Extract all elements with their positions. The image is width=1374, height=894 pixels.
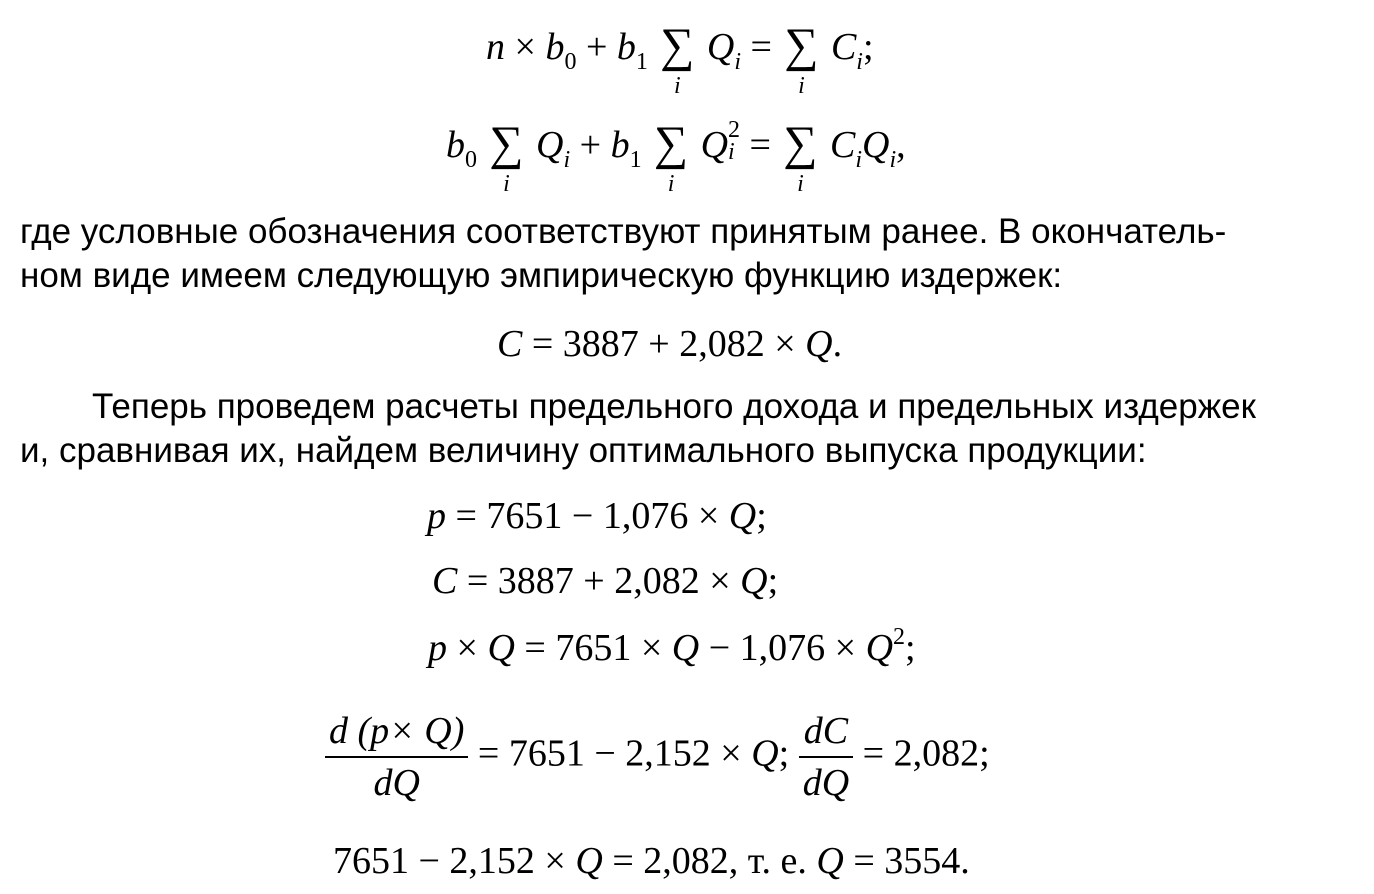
fraction-bar bbox=[325, 756, 468, 758]
sum-symbol: ∑ i bbox=[784, 19, 819, 99]
fraction-bar bbox=[799, 756, 853, 758]
cost-function-equation: C = 3887 + 2,082 × Q. bbox=[497, 323, 843, 365]
cost-equation: C = 3887 + 2,082 × Q; bbox=[432, 560, 779, 602]
sum-symbol: ∑ i bbox=[783, 117, 818, 197]
price-equation: p = 7651 − 1,076 × Q; bbox=[427, 495, 767, 537]
optimal-output-equation: 7651 − 2,152 × Q = 2,082, т. е. Q = 3554. bbox=[333, 840, 970, 882]
sum-symbol: ∑ i bbox=[660, 19, 695, 99]
equation-normal-1: $n \times b_0 + b_1$ ∑ i $Q_i$ = ∑ i $C_i$; bbox=[486, 19, 874, 99]
marginal-cost-fraction: $\frac{dC}{dQ}$ bbox=[799, 712, 853, 802]
equation-normal-2: $b_0$ ∑ i $Q_i + b_1$ ∑ i Q 2 i = ∑ i $C_iQ_i$, bbox=[446, 117, 906, 197]
paragraph-marginal-analysis: Теперь проведем расчеты предельного дохода и предельных издержек и, сравнивая их, найдем величину оптимального выпуска продукции: bbox=[20, 387, 1256, 470]
sum-symbol: ∑ i bbox=[653, 117, 689, 197]
marginal-revenue-fraction: $\frac{d (p\times Q)}{dQ}$ bbox=[325, 712, 468, 802]
paragraph-after-system: где условные обозначения соответствуют принятым ранее. В окончатель- ном виде имеем следующую эмпирическую функцию издержек: bbox=[20, 212, 1227, 295]
sum-symbol: ∑ i bbox=[489, 117, 524, 197]
revenue-equation: $p \times Q = 7651 \times Q - 1,076 \times Q^2$; bbox=[428, 624, 916, 669]
derivatives-equation: $\frac{d (p\times Q)}{dQ}$ = 7651 − 2,152 × Q; $\frac{dC}{dQ}$ = 2,082; bbox=[325, 712, 990, 802]
